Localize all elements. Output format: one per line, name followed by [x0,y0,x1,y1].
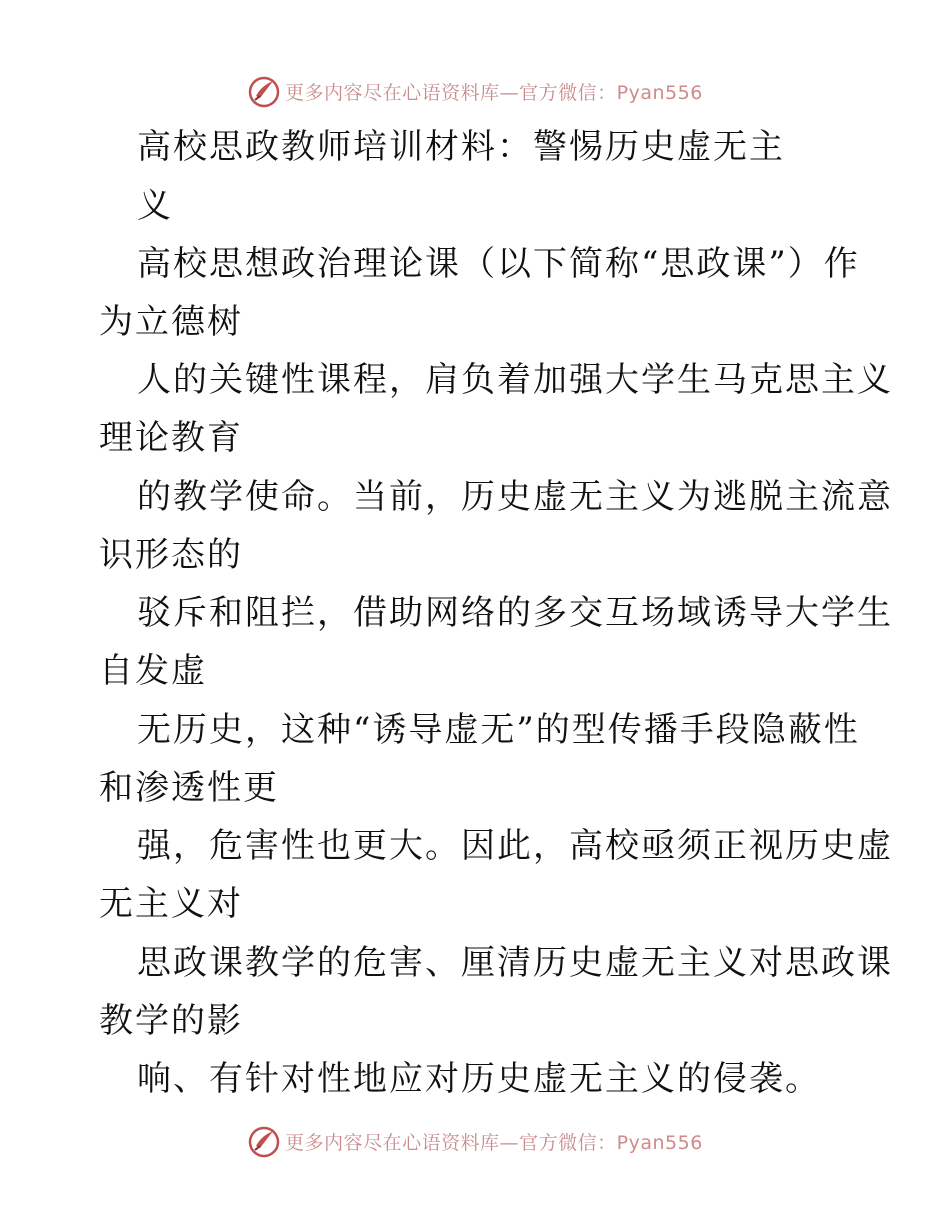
watermark-text: 更多内容尽在心语资料库—官方微信：Pyan556 [285,1131,703,1154]
paragraph-line: 自发虚 [99,651,207,691]
paragraph-line: 和渗透性更 [99,768,279,808]
doc-title-line-2: 义 [137,186,173,226]
paragraph-line: 无主义对 [99,884,243,924]
paragraph-line: 强，危害性也更大。因此，高校亟须正视历史虚 [137,826,893,866]
footer-watermark [0,1121,950,1161]
pen-quill-logo-icon [247,74,281,108]
paragraph-line: 的教学使命。当前，历史虚无主义为逃脱主流意 [137,477,893,517]
pen-quill-logo-icon [247,1124,281,1158]
header-watermark [0,71,950,111]
doc-title-line-1: 高校思政教师培训材料：警惕历史虚无主 [137,127,785,167]
paragraph-line: 响、有针对性地应对历史虚无主义的侵袭。 [137,1059,821,1099]
watermark-text: 更多内容尽在心语资料库—官方微信：Pyan556 [285,81,703,104]
paragraph-line: 理论教育 [99,418,243,458]
paragraph-line: 高校思想政治理论课（以下简称“思政课”）作 [137,244,860,284]
paragraph-line: 无历史，这种“诱导虚无”的型传播手段隐蔽性 [137,710,860,750]
paragraph-line: 人的关键性课程，肩负着加强大学生马克思主义 [137,360,893,400]
paragraph-line: 识形态的 [99,535,243,575]
paragraph-line: 为立德树 [99,302,243,342]
paragraph-line: 思政课教学的危害、厘清历史虚无主义对思政课 [137,943,893,983]
paragraph-line: 教学的影 [99,1001,243,1041]
paragraph-line: 驳斥和阻拦，借助网络的多交互场域诱导大学生 [137,593,893,633]
